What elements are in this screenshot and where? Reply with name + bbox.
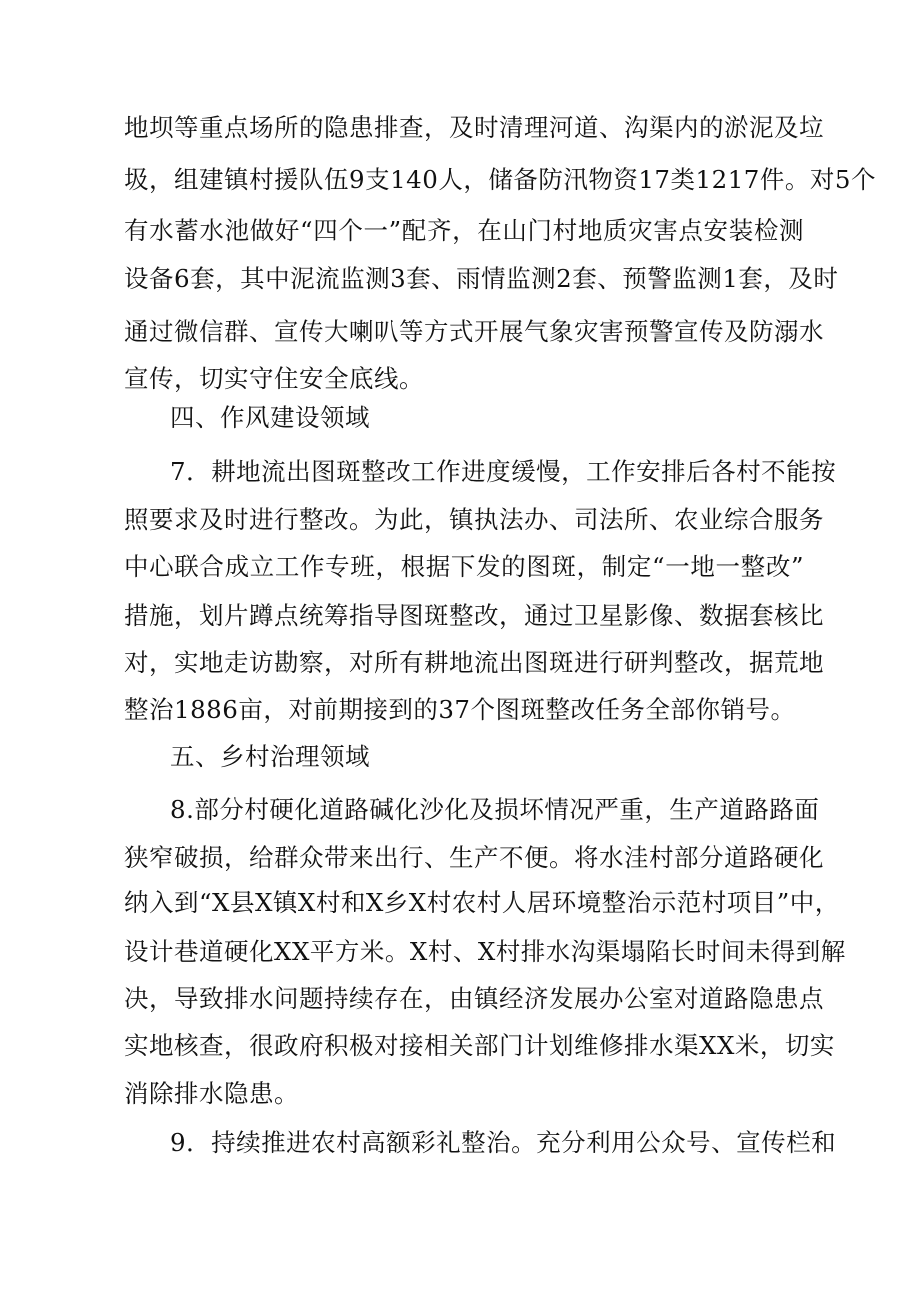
text-line: 设计巷道硬化XX平方米。X村、X村排水沟渠塌陷长时间未得到解 xyxy=(124,937,846,966)
text-line: 通过微信群、宣传大喇叭等方式开展气象灾害预警宣传及防溺水 xyxy=(124,317,824,346)
text-line: 8.部分村硬化道路碱化沙化及损坏情况严重，生产道路路面 xyxy=(170,795,820,824)
section-heading: 四、作风建设领域 xyxy=(170,403,370,432)
text-line: 地坝等重点场所的隐患排查，及时清理河道、沟渠内的淤泥及垃 xyxy=(124,113,824,142)
text-line: 中心联合成立工作专班，根据下发的图斑，制定“一地一整改” xyxy=(124,552,804,581)
text-line: 照要求及时进行整改。为此，镇执法办、司法所、农业综合服务 xyxy=(124,505,824,534)
text-line: 有水蓄水池做好“四个一”配齐，在山门村地质灾害点安装检测 xyxy=(124,216,804,245)
text-line: 对，实地走访勘察，对所有耕地流出图斑进行研判整改，据荒地 xyxy=(124,648,824,677)
text-line: 狭窄破损，给群众带来出行、生产不便。将水洼村部分道路硬化 xyxy=(124,843,824,872)
text-line: 纳入到“X县X镇X村和X乡X村农村人居环境整治示范村项目”中， xyxy=(124,888,840,917)
text-line: 9．持续推进农村高额彩礼整治。充分利用公众号、宣传栏和 xyxy=(170,1128,837,1157)
text-line: 实地核查，很政府积极对接相关部门计划维修排水渠XX米，切实 xyxy=(124,1031,835,1060)
text-line: 消除排水隐患。 xyxy=(124,1079,299,1108)
text-line: 7．耕地流出图斑整改工作进度缓慢，工作安排后各村不能按 xyxy=(170,457,837,486)
text-line: 措施，划片蹲点统筹指导图斑整改，通过卫星影像、数据套核比 xyxy=(124,601,824,630)
section-heading: 五、乡村治理领域 xyxy=(170,742,370,771)
text-line: 决，导致排水问题持续存在，由镇经济发展办公室对道路隐患点 xyxy=(124,984,824,1013)
text-line: 设备6套，其中泥流监测3套、雨情监测2套、预警监测1套，及时 xyxy=(124,264,839,293)
text-line: 宣传，切实守住安全底线。 xyxy=(124,364,424,393)
text-line: 圾，组建镇村援队伍9支140人，储备防汛物资17类1217件。对5个 xyxy=(124,165,876,194)
text-line: 整治1886亩，对前期接到的37个图斑整改任务全部你销号。 xyxy=(124,695,796,724)
